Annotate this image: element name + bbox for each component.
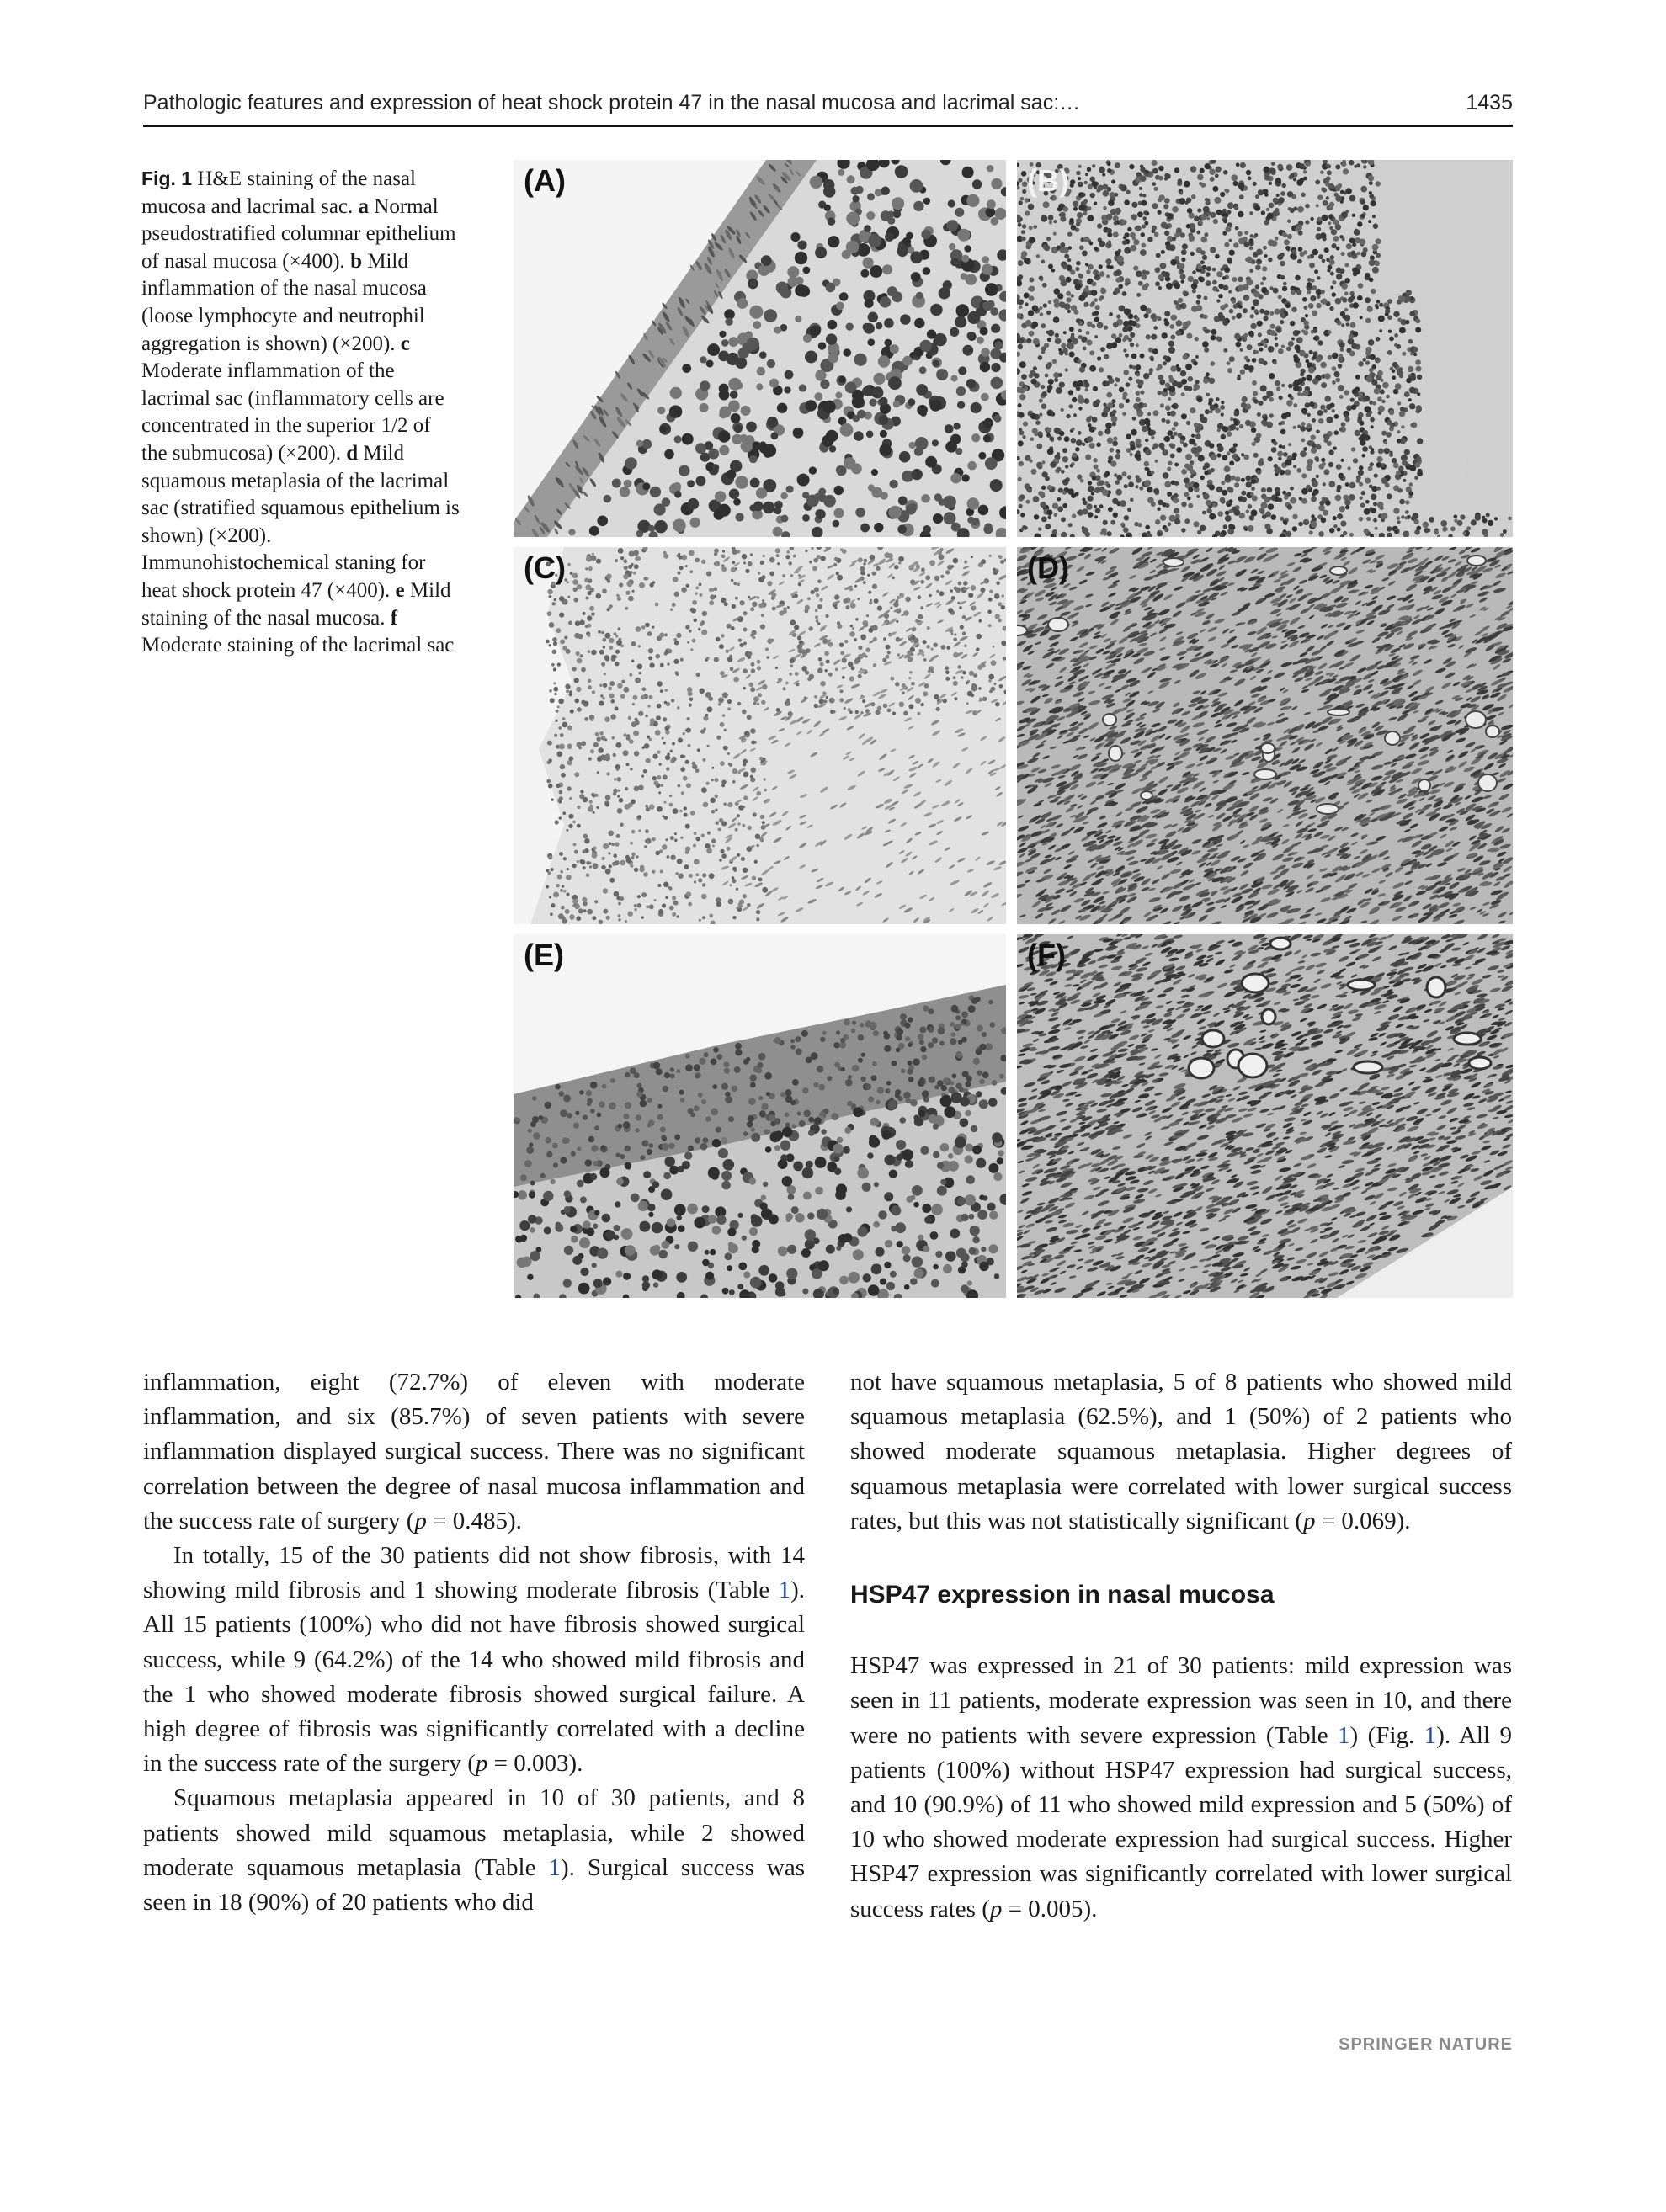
micrograph-image [514,547,1006,924]
panel-label-d: (D) [1027,550,1069,585]
figure-panel-a [514,160,1006,537]
micrograph-image [1017,160,1513,537]
caption-run: Normal pseudostratified columnar epithelium of nasal mucosa (×400). [141,194,456,273]
micrograph-image [514,160,1006,537]
figure-caption-text [141,167,460,657]
text-run: inflammation, eight (72.7%) of eleven with moderate inflammation, and six (85.7%) of seven patients with severe inflammation displayed surgical success. There was no significant correlation between the degree of nasal mucosa inflammation and the success rate of surgery ( [143,1369,805,1534]
italic-symbol: p [1303,1507,1316,1534]
panel-letter: d [346,441,359,465]
text-run: = 0.485). [426,1507,522,1534]
panel-letter: c [400,332,410,355]
caption-run: H&E staining of the nasal mucosa and lacrimal sac. [141,167,416,218]
paragraph [850,1649,1512,1927]
text-run: = 0.003). [487,1750,583,1778]
text-run: ) (Fig. [1349,1721,1424,1749]
text-run: ). All 9 patients (100%) without HSP47 expression had surgical success, and 10 (90.9%) of 11 who showed mild expression and 5 (50%) of 10 who showed moderate expression had surgical success. Higher HSP47 expression was significantly correlated with lower surgical success rates ( [850,1721,1512,1922]
figure-panel-b [1017,160,1513,537]
caption-run: Mild squamous metaplasia of the lacrimal sac (stratified squamous epithelium is shown) (×200). Immunohistochemical staning for heat shock protein 47 (×400). [141,441,460,602]
paragraph [850,1365,1512,1539]
panel-label-a: (A) [524,163,566,198]
figure-panel-d [1017,547,1513,924]
caption-run: Mild inflammation of the nasal mucosa (loose lymphocyte and neutrophil aggregation is shown) (×200). [141,249,427,355]
text-run: Squamous metaplasia appeared in 10 of 30 patients, and 8 patients showed mild squamous metaplasia, while 2 showed moderate squamous metaplasia (Table [143,1784,805,1881]
italic-symbol: p [989,1895,1003,1922]
figure-label: Fig. 1 [141,167,193,189]
panel-letter: a [358,194,370,218]
running-title: Pathologic features and expression of heat shock protein 47 in the nasal mucosa and lacrimal sac:… [143,91,1081,114]
panel-label-b: (B) [1027,163,1069,198]
section-heading: HSP47 expression in nasal mucosa [850,1581,1275,1609]
page-number: 1435 [1466,91,1513,114]
text-run: HSP47 was expressed in 21 of 30 patients: mild expression was seen in 11 patients, moderate expression was seen in 10, and there were no patients with severe expression (Table [850,1652,1512,1749]
figure-panel-c [514,547,1006,924]
italic-symbol: p [475,1750,488,1778]
text-run: ). Surgical success was seen in 18 (90%) of 20 patients who did [143,1853,805,1917]
caption-run: Moderate inflammation of the lacrimal sac (inflammatory cells are concentrated in the superior 1/2 of the submucosa) (×200). [141,359,444,465]
paragraph [143,1365,805,1539]
header-rule [143,125,1513,127]
text-run: not have squamous metaplasia, 5 of 8 patients who showed mild squamous metaplasia (62.5%), and 1 (50%) of 2 patients who showed moderate squamous metaplasia. Higher degrees of squamous metaplasia were correlated with lower surgical success rates, but this was not statistically significant ( [850,1369,1512,1534]
cross-reference-link[interactable]: 1 [778,1577,791,1604]
micrograph-image [1017,547,1513,924]
text-run: = 0.069). [1315,1507,1411,1534]
text-run: = 0.005). [1002,1895,1098,1922]
figure-panel-e [514,934,1006,1298]
paragraph [143,1781,805,1920]
panel-label-e: (E) [524,938,564,972]
figure-panel-f [1017,934,1513,1298]
caption-run: Mild staining of the nasal mucosa. [141,578,451,630]
panel-letter: b [350,249,362,273]
italic-symbol: p [414,1507,427,1534]
cross-reference-link[interactable]: 1 [1424,1721,1437,1749]
text-run: ). All 15 patients (100%) who did not have fibrosis showed surgical success, while 9 (64.2%) of the 14 who showed mild fibrosis and the 1 who showed moderate fibrosis showed surgical failure. A high degree of fibrosis was significantly correlated with a decline in the success rate of the surgery ( [143,1577,805,1778]
cross-reference-link[interactable]: 1 [1338,1721,1350,1749]
running-header [143,88,1513,126]
left-text-column [143,1365,805,1920]
panel-label-f: (F) [1027,938,1066,972]
panel-label-c: (C) [524,550,566,585]
panel-letter: e [395,578,405,602]
right-text-column [850,1365,1512,1927]
text-run: In totally, 15 of the 30 patients did not show fibrosis, with 14 showing mild fibrosis and 1 showing moderate fibrosis (Table [143,1542,805,1604]
micrograph-image [1017,934,1513,1298]
micrograph-image [514,934,1006,1298]
cross-reference-link[interactable]: 1 [548,1853,561,1881]
figure-caption [141,165,461,660]
panel-letter: f [390,606,398,630]
caption-run: Moderate staining of the lacrimal sac [141,634,455,657]
paragraph [143,1539,805,1781]
publisher-logo: SPRINGER NATURE [1339,2035,1513,2054]
